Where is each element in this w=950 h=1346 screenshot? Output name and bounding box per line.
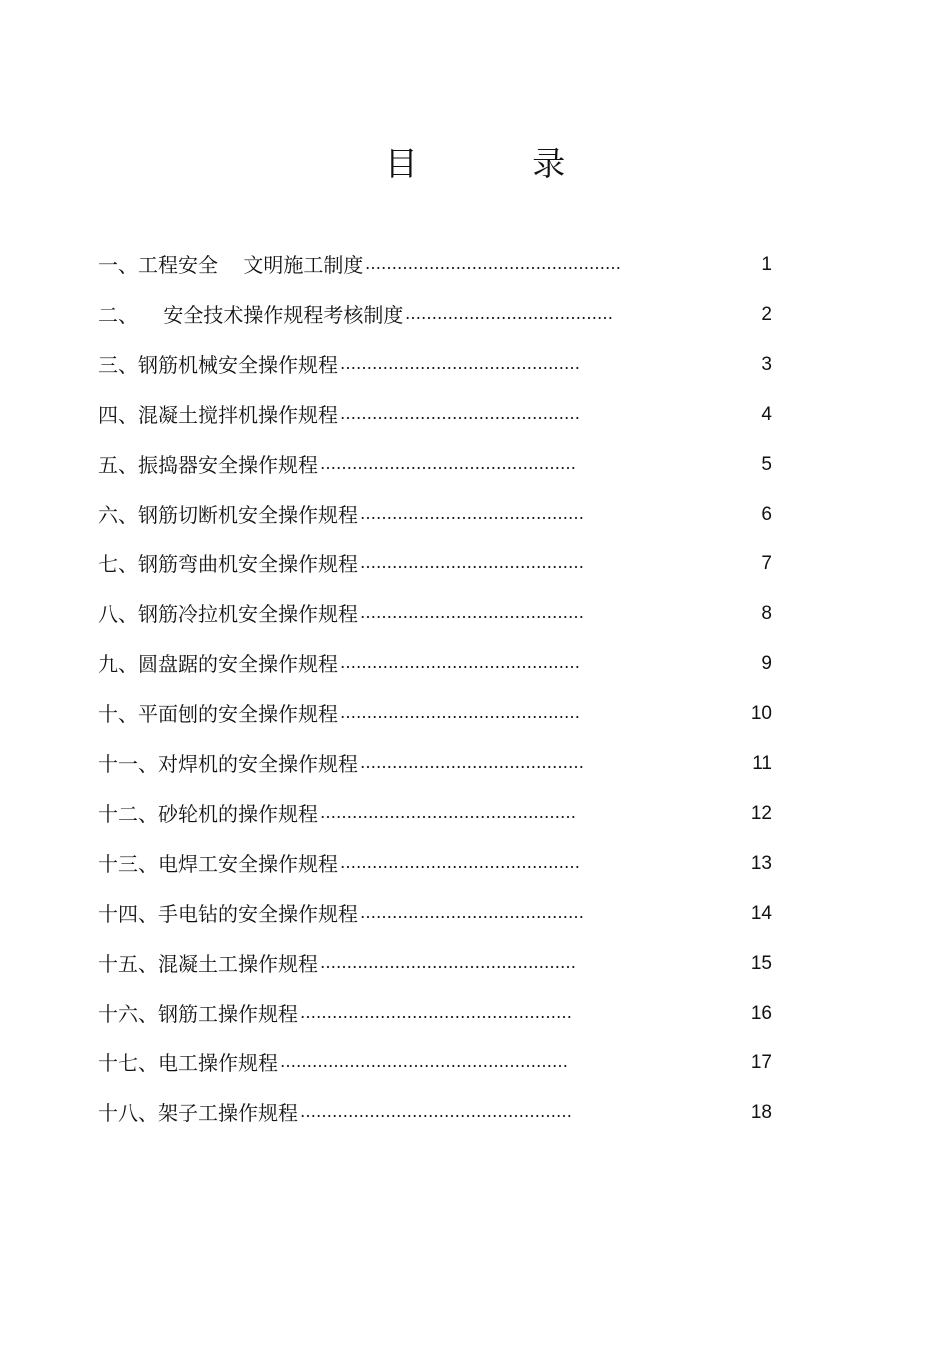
toc-page-number: 8 — [761, 603, 772, 625]
toc-leader-dots: …………………………………… — [360, 503, 584, 523]
toc-leader-dots: ……………………………………… — [340, 653, 580, 673]
toc-entry-label: 十六、钢筋工操作规程 — [98, 1001, 298, 1026]
toc-entry-label: 十五、混凝土工操作规程 — [98, 951, 318, 976]
toc-leader-dots: …………………………………… — [360, 753, 584, 772]
toc-entry[interactable] — [98, 400, 798, 430]
toc-page-number: 15 — [750, 952, 772, 974]
toc-page-number: 17 — [750, 1052, 772, 1074]
toc-page-number: 11 — [752, 753, 772, 774]
toc-page-number: 1 — [761, 254, 772, 275]
toc-entry-label: 十、平面刨的安全操作规程 — [98, 702, 338, 727]
toc-leader-dots: …………………………………………… — [300, 1102, 572, 1122]
toc-leader-dots: ………………………………………… — [320, 802, 576, 822]
toc-entry[interactable] — [98, 849, 798, 879]
toc-page-number: 10 — [750, 703, 772, 725]
toc-leader-dots: ……………………………………………… — [280, 1052, 568, 1072]
toc-entry-label: 十三、电焊工安全操作规程 — [98, 851, 338, 876]
toc-entry[interactable] — [98, 999, 798, 1029]
toc-entry-label: 五、振捣器安全操作规程 — [98, 452, 318, 477]
toc-entry-label: 六、钢筋切断机安全操作规程 — [98, 502, 358, 527]
toc-entry-label: 一、工程安全 文明施工制度 — [98, 253, 364, 277]
toc-leader-dots: ………………………………………… — [365, 254, 621, 273]
toc-page-number: 2 — [761, 303, 772, 325]
toc-leader-dots: …………………………………… — [360, 553, 584, 573]
toc-page-number: 9 — [761, 653, 772, 675]
toc-entry-label: 十一、对焊机的安全操作规程 — [98, 752, 358, 776]
toc-entry-label: 七、钢筋弯曲机安全操作规程 — [98, 552, 358, 577]
toc-page-number: 18 — [750, 1102, 772, 1124]
toc-leader-dots: ………………………………………… — [320, 952, 576, 972]
toc-page-number: 12 — [750, 802, 772, 824]
toc-entry-label: 十七、电工操作规程 — [98, 1051, 278, 1076]
toc-page-number: 3 — [761, 353, 772, 375]
toc-entry[interactable] — [98, 350, 798, 380]
toc-entry[interactable] — [98, 1048, 798, 1078]
toc-page-number: 4 — [761, 403, 772, 425]
toc-page-number: 14 — [750, 902, 772, 924]
toc-entry[interactable] — [98, 1098, 798, 1128]
toc-leader-dots: ……………………………………… — [340, 852, 580, 872]
toc-leader-dots: ……………………………………… — [340, 703, 580, 723]
toc-page-number: 13 — [750, 852, 772, 874]
toc-entry-label: 十四、手电钻的安全操作规程 — [98, 901, 358, 926]
toc-entry[interactable] — [98, 649, 798, 679]
toc-page-number: 5 — [761, 453, 772, 475]
toc-page-number: 6 — [761, 503, 772, 525]
toc-entry[interactable] — [98, 799, 798, 829]
toc-entry[interactable] — [98, 899, 798, 929]
toc-page-number: 7 — [761, 553, 772, 575]
page-title: 目 录 — [384, 144, 618, 183]
toc-entry-label: 八、钢筋冷拉机安全操作规程 — [98, 602, 358, 627]
toc-leader-dots: ………………………………… — [405, 303, 613, 323]
toc-leader-dots: ………………………………………… — [320, 453, 576, 473]
toc-leader-dots: …………………………………… — [360, 603, 584, 623]
toc-page-number: 16 — [750, 1002, 772, 1024]
toc-entry[interactable] — [98, 450, 798, 480]
toc-leader-dots: …………………………………………… — [300, 1002, 572, 1022]
toc-leader-dots: …………………………………… — [360, 902, 584, 922]
toc-entry-label: 十八、架子工操作规程 — [98, 1101, 298, 1126]
toc-entry-label: 四、混凝土搅拌机操作规程 — [98, 402, 338, 427]
toc-entry-label: 十二、砂轮机的操作规程 — [98, 801, 318, 826]
toc-entry[interactable] — [98, 500, 798, 530]
toc-entry-label: 三、钢筋机械安全操作规程 — [98, 352, 338, 377]
toc-entry-label: 九、圆盘踞的安全操作规程 — [98, 652, 338, 677]
toc-entry[interactable] — [98, 699, 798, 729]
toc-entry-label: 二、 安全技术操作规程考核制度 — [98, 302, 404, 327]
toc-entry[interactable] — [98, 949, 798, 979]
toc-leader-dots: ……………………………………… — [340, 403, 580, 423]
toc-leader-dots: ……………………………………… — [340, 353, 580, 373]
toc-entry[interactable] — [98, 300, 798, 330]
toc-entry[interactable] — [98, 749, 798, 779]
toc-entry[interactable] — [98, 599, 798, 629]
toc-entry[interactable] — [98, 549, 798, 579]
toc-entry[interactable] — [98, 250, 798, 280]
